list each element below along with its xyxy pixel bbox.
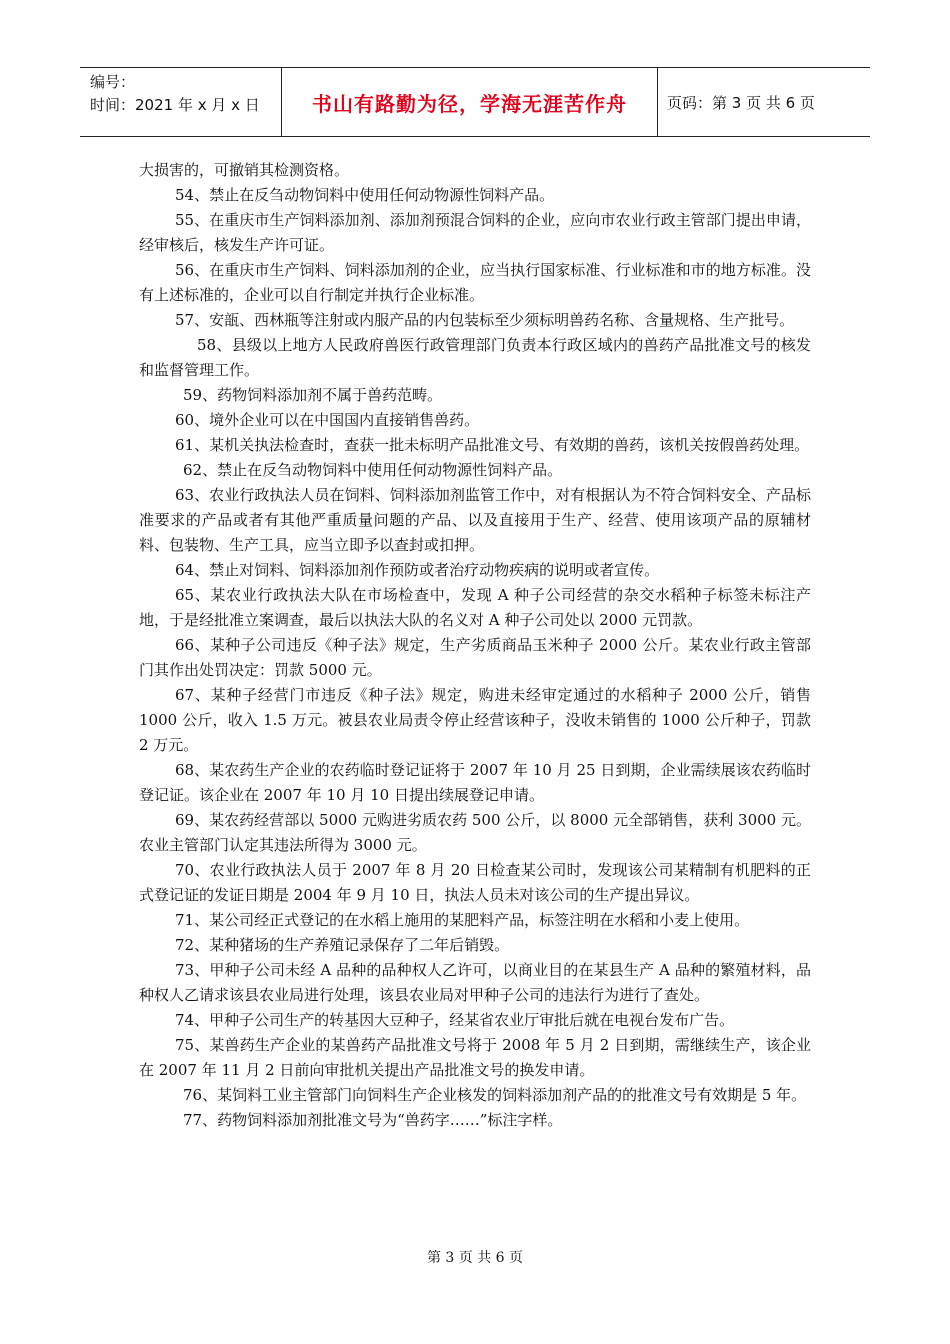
body-paragraph: 66、某种子公司违反《种子法》规定，生产劣质商品玉米种子 2000 公斤。某农业行政主管部门其作出处罚决定：罚款 5000 元。 [139, 636, 811, 679]
body-paragraph: 大损害的，可撤销其检测资格。 [139, 161, 350, 179]
body-paragraph: 70、农业行政执法人员于 2007 年 8 月 20 日检查某公司时，发现该公司某精制有机肥料的正式登记证的发证日期是 2004 年 9 月 10 日，执法人员未对该公司的生产提出异议。 [139, 861, 811, 904]
body-paragraph: 71、某公司经正式登记的在水稻上施用的某肥料产品，标签注明在水稻和小麦上使用。 [175, 911, 750, 929]
body-paragraph: 73、甲种子公司未经 A 品种的品种权人乙许可，以商业目的在某县生产 A 品种的繁殖材料，品种权人乙请求该县农业局进行处理，该县农业局对甲种子公司的违法行为进行了查处。 [139, 961, 811, 1004]
body-paragraph: 58、县级以上地方人民政府兽医行政管理部门负责本行政区域内的兽药产品批准文号的核发和监督管理工作。 [139, 336, 811, 379]
header-page-code: 页码：第 3 页 共 6 页 [667, 93, 815, 112]
body-paragraph: 76、某饲料工业主管部门向饲料生产企业核发的饲料添加剂产品的的批准文号有效期是 5 年。 [183, 1086, 807, 1104]
body-paragraph: 65、某农业行政执法大队在市场检查中，发现 A 种子公司经营的杂交水稻种子标签未标注产地，于是经批准立案调查，最后以执法大队的名义对 A 种子公司处以 2000 元罚款。 [139, 586, 811, 629]
page-header [80, 67, 870, 137]
header-meta [80, 68, 282, 136]
body-paragraph: 68、某农药生产企业的农药临时登记证将于 2007 年 10 月 25 日到期，企业需续展该农药临时登记证。该企业在 2007 年 10 月 10 日提出续展登记申请。 [139, 761, 811, 804]
body-paragraph: 77、药物饲料添加剂批准文号为“兽药字……”标注字样。 [183, 1111, 563, 1129]
body-paragraph: 72、某种猪场的生产养殖记录保存了二年后销毁。 [175, 936, 510, 954]
body-paragraph: 61、某机关执法检查时，查获一批未标明产品批准文号、有效期的兽药，该机关按假兽药处理。 [175, 436, 810, 454]
body-paragraph: 75、某兽药生产企业的某兽药产品批准文号将于 2008 年 5 月 2 日到期，需继续生产，该企业在 2007 年 11 月 2 日前向审批机关提出产品批准文号的换发申请。 [139, 1036, 811, 1079]
body-paragraph: 56、在重庆市生产饲料、饲料添加剂的企业，应当执行国家标准、行业标准和市的地方标准。没有上述标准的，企业可以自行制定并执行企业标准。 [139, 261, 811, 304]
doc-date-label: 时间：2021 年 x 月 x 日 [90, 96, 260, 114]
doc-number-label: 编号： [90, 73, 136, 91]
body-paragraph: 59、药物饲料添加剂不属于兽药范畴。 [183, 386, 443, 404]
body-paragraph: 63、农业行政执法人员在饲料、饲料添加剂监管工作中，对有根据认为不符合饲料安全、产品标准要求的产品或者有其他严重质量问题的产品、以及直接用于生产、经营、使用该项产品的原辅材料、包装物、生产工具，应当立即予以查封或扣押。 [139, 486, 811, 554]
body-paragraph: 69、某农药经营部以 5000 元购进劣质农药 500 公斤，以 8000 元全部销售，获利 3000 元。农业主管部门认定其违法所得为 3000 元。 [139, 811, 811, 854]
header-motto: 书山有路勤为径，学海无涯苦作舟 [312, 91, 627, 116]
body-paragraph: 54、禁止在反刍动物饲料中使用任何动物源性饲料产品。 [175, 186, 555, 204]
header-motto-cell [282, 68, 658, 136]
body-paragraph: 64、禁止对饲料、饲料添加剂作预防或者治疗动物疾病的说明或者宣传。 [175, 561, 660, 579]
body-paragraph: 60、境外企业可以在中国国内直接销售兽药。 [175, 411, 480, 429]
header-page-code-cell [658, 68, 870, 136]
body-paragraph: 74、甲种子公司生产的转基因大豆种子，经某省农业厅审批后就在电视台发布广告。 [175, 1011, 735, 1029]
body-paragraph: 62、禁止在反刍动物饲料中使用任何动物源性饲料产品。 [183, 461, 563, 479]
body-paragraph: 55、在重庆市生产饲料添加剂、添加剂预混合饲料的企业，应向市农业行政主管部门提出申请，经审核后，核发生产许可证。 [139, 211, 811, 254]
page-footer: 第 3 页 共 6 页 [426, 1250, 524, 1266]
body-paragraph: 67、某种子经营门市违反《种子法》规定，购进未经审定通过的水稻种子 2000 公斤，销售 1000 公斤，收入 1.5 万元。被县农业局责令停止经营该种子，没收未销售的 1000 公斤种子，罚款 2 万元。 [139, 686, 811, 754]
document-body [139, 158, 811, 1133]
body-paragraph: 57、安瓿、西林瓶等注射或内服产品的内包装标至少须标明兽药名称、含量规格、生产批号。 [175, 311, 795, 329]
